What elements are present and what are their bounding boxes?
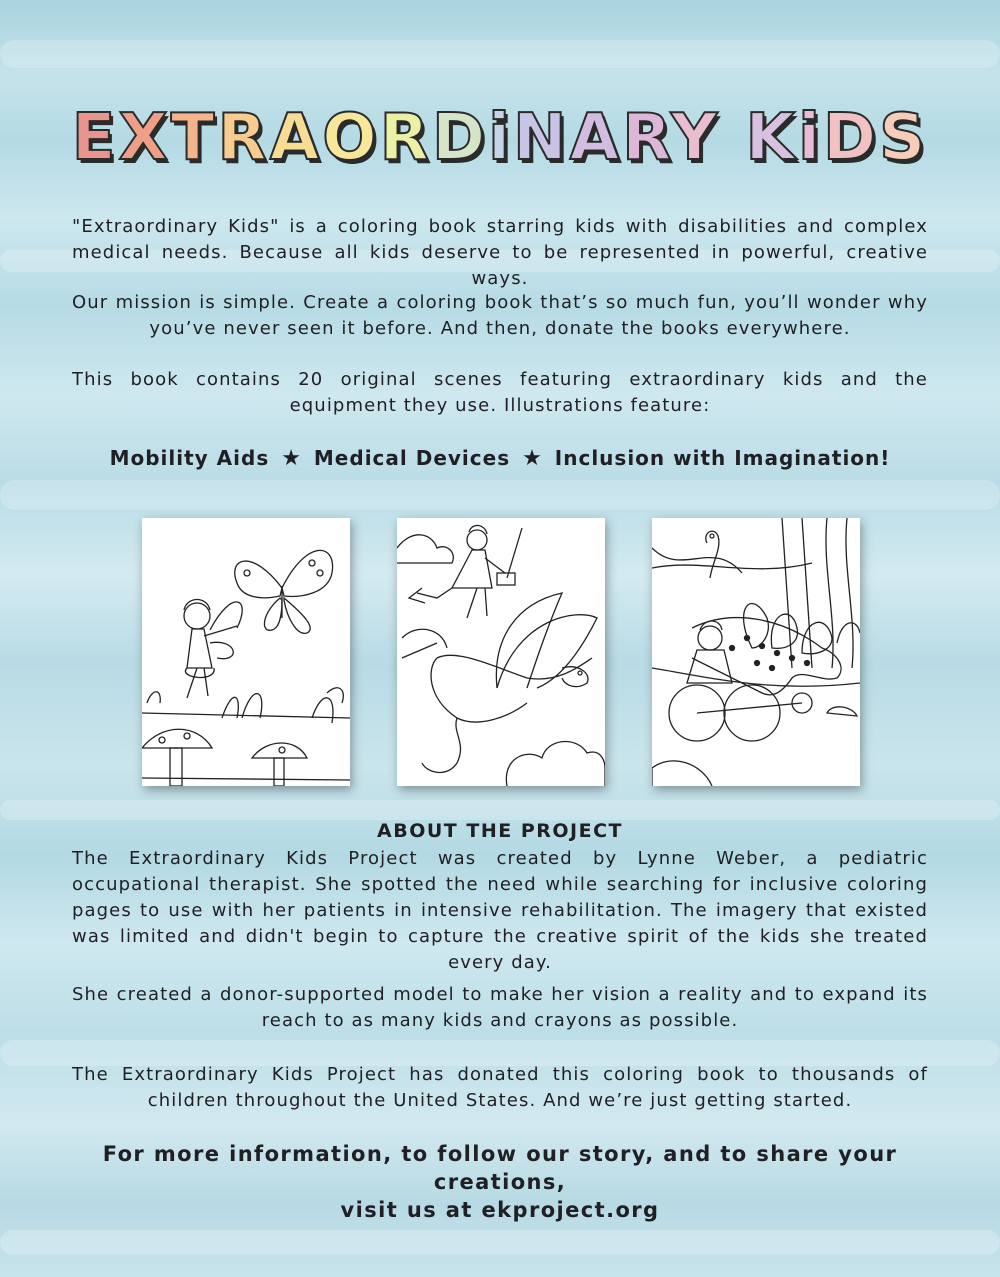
feature-mobility-aids: Mobility Aids <box>109 446 270 470</box>
title-letter: R <box>379 101 432 175</box>
title-letter <box>720 101 745 175</box>
about-paragraph-1: The Extraordinary Kids Project was created by Lynne Weber, a pediatric occupational therapist. She spotted the need while searching for inclusive coloring pages to use with her patients in intensive rehabilitation. The imagery that existed was limited and didn't begin to capture the creative spirit of the kids she treated every day. <box>72 848 928 973</box>
watercolor-wash <box>0 480 1000 510</box>
cta-link-line[interactable]: visit us at ekproject.org <box>340 1198 660 1222</box>
dragon-icon <box>402 593 597 772</box>
title-letter: A <box>569 101 623 175</box>
title-letter: E <box>71 101 119 175</box>
title-letter: X <box>118 101 171 175</box>
mushroom-icon <box>142 729 307 786</box>
knight-icon <box>409 525 522 618</box>
knight-dragon-illustration <box>397 518 605 786</box>
call-to-action <box>60 1140 940 1224</box>
fairy-butterfly-illustration <box>142 518 350 786</box>
feature-medical-devices: Medical Devices <box>313 446 511 470</box>
title-letter: R <box>217 101 270 175</box>
title-letter: D <box>431 101 489 175</box>
tree-icon <box>652 518 853 668</box>
title-letter: Y <box>670 101 721 175</box>
fairy-icon <box>184 600 242 699</box>
title-letter: N <box>513 101 570 175</box>
intro-paragraph-2: Our mission is simple. Create a coloring book that’s so much fun, you’ll wonder why you’ve never seen it before. And then, donate the books everywhere. <box>72 292 928 339</box>
star-icon: ★ <box>281 446 302 471</box>
feature-inclusion: Inclusion with Imagination! <box>554 446 891 470</box>
about-heading: ABOUT THE PROJECT <box>377 820 623 842</box>
cta-line-1: For more information, to follow our story, and to share your creations, <box>102 1142 898 1194</box>
title-letter: K <box>745 101 799 175</box>
watercolor-wash <box>0 40 1000 68</box>
intro-paragraph-1: "Extraordinary Kids" is a coloring book starring kids with disabilities and complex medical needs. Because all kids deserve to be represented in powerful, creative ways. <box>72 216 928 289</box>
rock-icon <box>652 707 857 786</box>
intro-paragraph-3: This book contains 20 original scenes featuring extraordinary kids and the equipment they use. Illustrations feature: <box>72 369 928 416</box>
title-letter: D <box>823 101 880 175</box>
page-title <box>0 100 1000 176</box>
title-letter: i <box>798 101 824 175</box>
star-icon: ★ <box>522 446 543 471</box>
title-letter: A <box>269 101 323 175</box>
title-letter: R <box>622 101 671 175</box>
title-letter: O <box>322 101 380 175</box>
butterfly-icon <box>235 550 333 633</box>
watercolor-wash <box>0 1230 1000 1254</box>
watercolor-wash <box>0 800 1000 820</box>
title-letter: T <box>170 101 218 175</box>
about-paragraph-3: The Extraordinary Kids Project has donated this coloring book to thousands of children throughout the United States. And we’re just getting started. <box>72 1064 928 1111</box>
title-letter: i <box>488 101 514 175</box>
features-list <box>0 444 1000 473</box>
jungle-wheelchair-cheetah-illustration <box>652 518 860 786</box>
parrot-icon <box>706 531 719 578</box>
about-paragraph-2: She created a donor-supported model to make her vision a reality and to expand its reach to as many kids and crayons as possible. <box>72 984 928 1031</box>
title-letter: S <box>879 101 929 175</box>
